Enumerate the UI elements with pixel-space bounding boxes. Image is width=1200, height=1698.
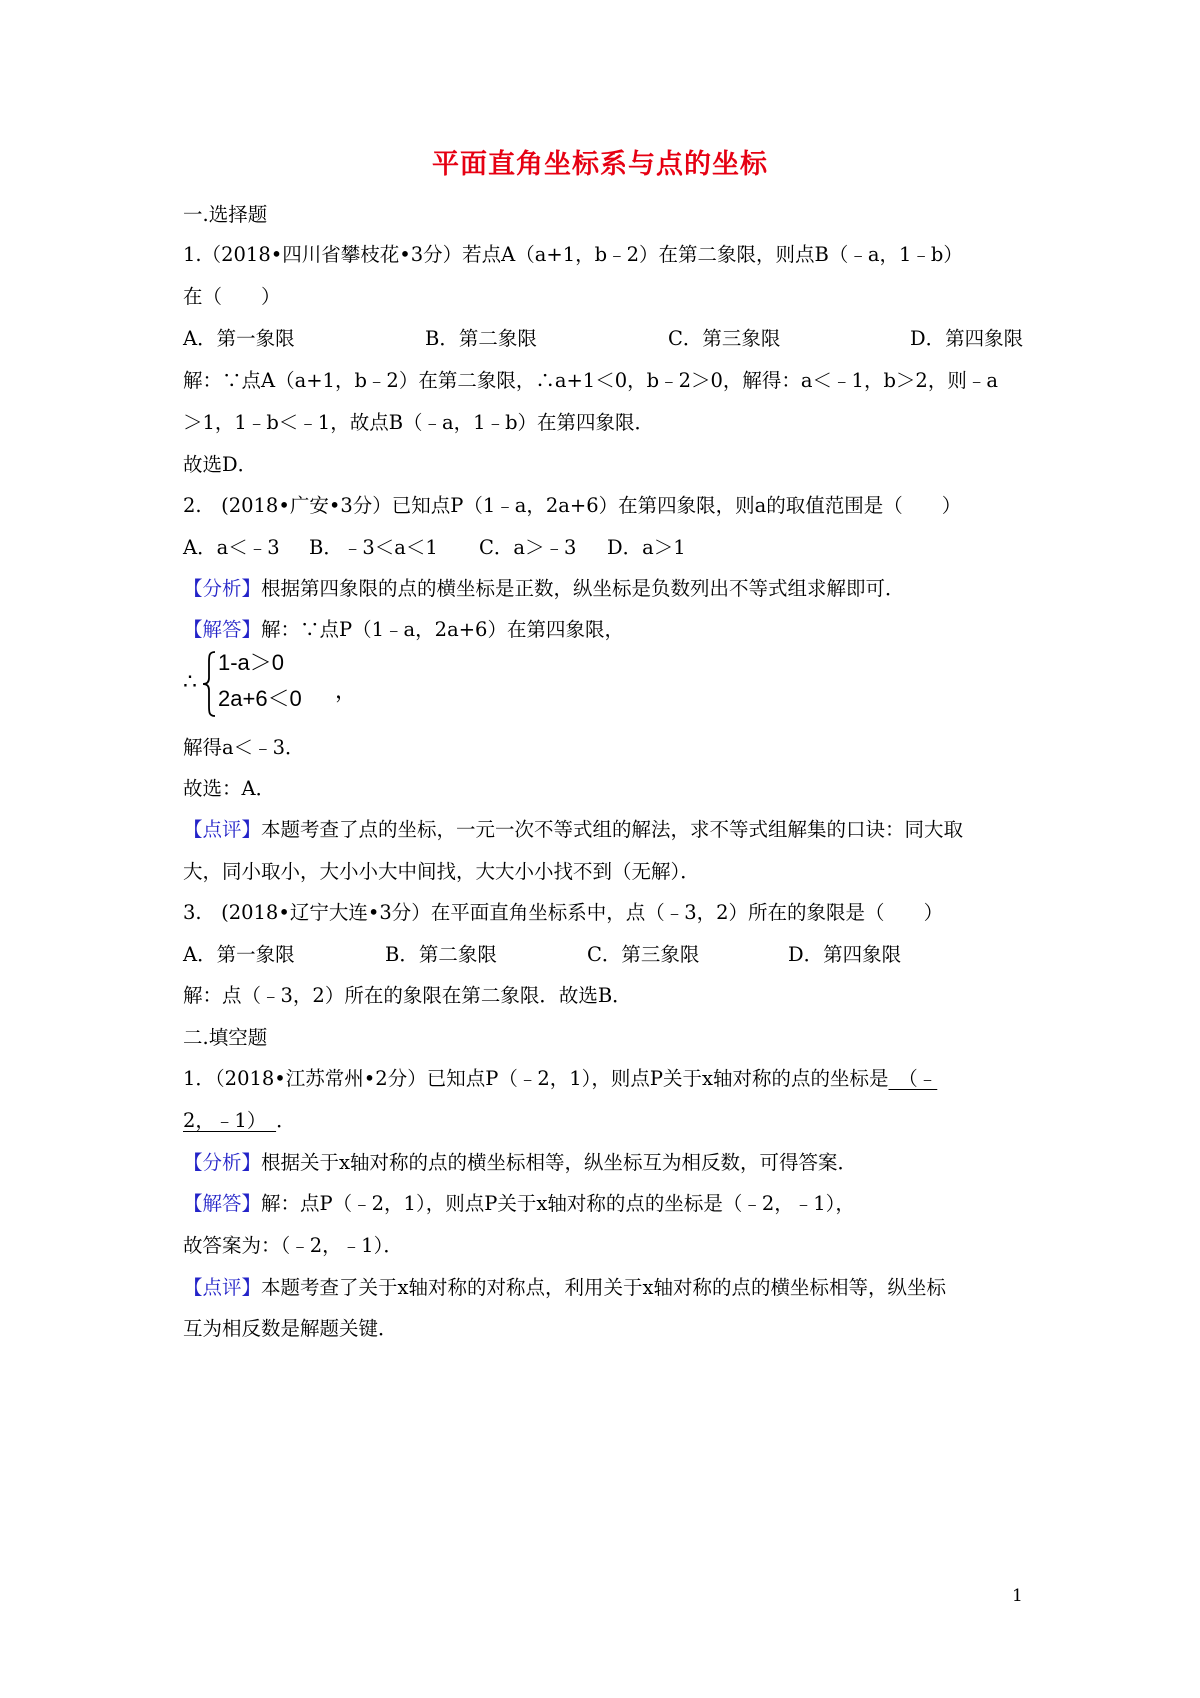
fill-q1-answer-blank-part2: 2，﹣1） bbox=[183, 1109, 277, 1132]
q3-option-b: B．第二象限 bbox=[385, 943, 497, 966]
q1-stem-line1: 1.（2018•四川省攀枝花•3分）若点A（a+1，b﹣2）在第二象限，则点B（﹣a，1﹣b） bbox=[183, 243, 963, 266]
system-equation-1: 1-a＞0 bbox=[218, 650, 285, 675]
comment-text: 本题考查了关于x轴对称的对称点，利用关于x轴对称的点的横坐标相等，纵坐标 bbox=[261, 1276, 947, 1299]
fill-q1-comment-line1 bbox=[183, 1273, 1023, 1303]
fill-q1-comment-line2: 互为相反数是解题关键． bbox=[183, 1317, 398, 1340]
q3-stem: 3. (2018•辽宁大连•3分）在平面直角坐标系中，点（﹣3，2）所在的象限是（ ） bbox=[183, 901, 944, 924]
fill-q1-analysis bbox=[183, 1148, 1023, 1178]
analysis-text: 根据第四象限的点的横坐标是正数，纵坐标是负数列出不等式组求解即可． bbox=[261, 577, 905, 600]
fill-q1-result: 故答案为：（﹣2，﹣1）． bbox=[183, 1234, 403, 1257]
left-brace-icon bbox=[201, 650, 219, 718]
q2-result: 解得a＜﹣3． bbox=[183, 736, 305, 759]
comment-tag: 【点评】 bbox=[183, 818, 262, 841]
answer-text: 解：点P（﹣2，1），则点P关于x轴对称的点的坐标是（﹣2，﹣1）， bbox=[261, 1192, 855, 1215]
therefore-symbol: ∴ bbox=[183, 670, 197, 695]
section-heading-choice: 一.选择题 bbox=[183, 203, 268, 226]
q1-solution-line1: 解：∵点A（a+1，b﹣2）在第二象限，∴a+1＜0，b﹣2＞0，解得：a＜﹣1，b＞2，则﹣a bbox=[183, 369, 998, 392]
q3-option-c: C．第三象限 bbox=[587, 943, 700, 966]
q2-comment-line2: 大，同小取小，大小小大中间找，大大小小找不到（无解）． bbox=[183, 860, 700, 883]
section-heading-fill: 二.填空题 bbox=[183, 1026, 268, 1049]
fill-q1-answer bbox=[183, 1189, 1023, 1219]
q2-answer-line bbox=[183, 615, 1023, 645]
inequality-system bbox=[183, 648, 358, 720]
q1-option-a: A．第一象限 bbox=[183, 327, 295, 350]
answer-tag: 【解答】 bbox=[183, 1192, 262, 1215]
q1-stem-line2: 在（ ） bbox=[183, 285, 281, 308]
fill-q1-period: ． bbox=[276, 1109, 296, 1132]
q1-option-d: D．第四象限 bbox=[910, 327, 1024, 350]
q3-option-a: A．第一象限 bbox=[183, 943, 295, 966]
q2-choice: 故选：A． bbox=[183, 777, 276, 800]
q2-option-b: B．﹣3＜a＜1 bbox=[309, 536, 438, 559]
comment-text: 本题考查了点的坐标，一元一次不等式组的解法，求不等式组解集的口诀：同大取 bbox=[261, 818, 964, 841]
fill-q1-stem: 1．（2018•江苏常州•2分）已知点P（﹣2，1），则点P关于x轴对称的点的坐标是 bbox=[183, 1067, 889, 1090]
q1-answer: 故选D． bbox=[183, 453, 258, 476]
q2-stem: 2. (2018•广安•3分）已知点P（1﹣a，2a+6）在第四象限，则a的取值范围是（ ） bbox=[183, 494, 962, 517]
fill-q1-line1 bbox=[183, 1064, 1023, 1094]
q1-option-b: B．第二象限 bbox=[425, 327, 537, 350]
system-comma: ， bbox=[335, 678, 358, 703]
system-equation-2: 2a+6＜0 bbox=[218, 686, 302, 711]
comment-tag: 【点评】 bbox=[183, 1276, 262, 1299]
answer-tag: 【解答】 bbox=[183, 618, 262, 641]
analysis-text: 根据关于x轴对称的点的横坐标相等，纵坐标互为相反数，可得答案． bbox=[261, 1151, 858, 1174]
fill-q1-answer-blank-part1: （﹣ bbox=[888, 1067, 938, 1090]
fill-q1-line2 bbox=[183, 1106, 1023, 1136]
q3-option-d: D．第四象限 bbox=[788, 943, 902, 966]
q1-option-c: C．第三象限 bbox=[668, 327, 781, 350]
q3-solution: 解：点（﹣3，2）所在的象限在第二象限．故选B． bbox=[183, 984, 632, 1007]
q2-option-d: D．a＞1 bbox=[607, 536, 686, 559]
answer-text: 解：∵点P（1﹣a，2a+6）在第四象限， bbox=[261, 618, 624, 641]
q1-solution-line2: ＞1，1﹣b＜﹣1，故点B（﹣a，1﹣b）在第四象限． bbox=[183, 411, 655, 434]
q2-option-c: C．a＞﹣3 bbox=[479, 536, 577, 559]
page-title: 平面直角坐标系与点的坐标 bbox=[432, 149, 768, 180]
analysis-tag: 【分析】 bbox=[183, 1151, 262, 1174]
q2-analysis bbox=[183, 574, 1023, 604]
page-number: 1 bbox=[1012, 1586, 1023, 1606]
q2-option-a: A．a＜﹣3 bbox=[183, 536, 280, 559]
analysis-tag: 【分析】 bbox=[183, 577, 262, 600]
q2-comment-line1 bbox=[183, 815, 1023, 845]
